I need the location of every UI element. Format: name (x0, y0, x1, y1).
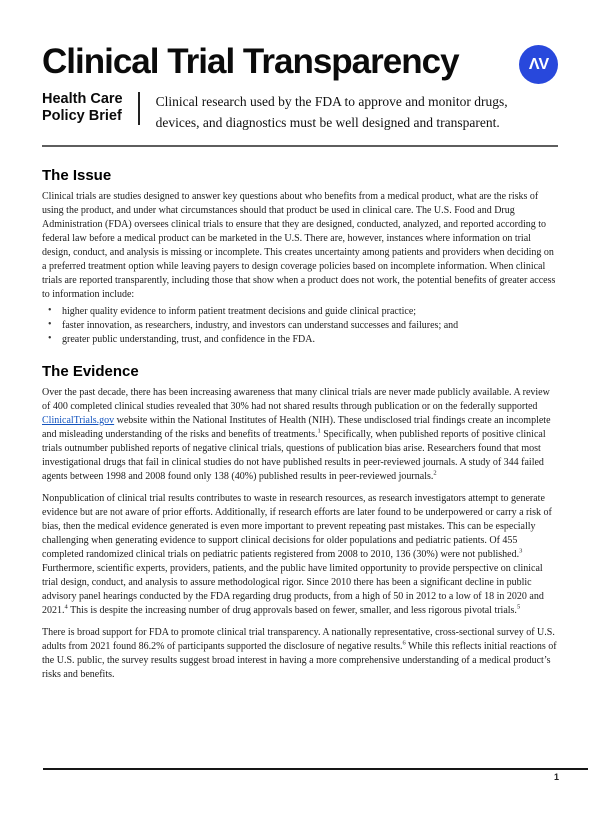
text-run: website within the National Institutes of Health (NIH). These undisclosed trial findings create an incomplete and misleading understanding of the risks and benefits of treatments. (42, 415, 551, 440)
document-type-label (42, 91, 123, 133)
vertical-divider (138, 92, 140, 125)
title-row (42, 42, 558, 84)
bullet-icon: • (48, 319, 52, 330)
evidence-paragraph-1 (42, 386, 558, 484)
kicker-line-2: Policy Brief (42, 107, 122, 124)
document-header (42, 42, 558, 147)
header-rule (42, 145, 558, 147)
list-item (42, 333, 558, 347)
text-run: Furthermore, scientific experts, providers, patients, and the public have limited opportunity to provide perspective on clinical trial design, conduct, and analysis to assure methodological rigor. Since 2010 there has been a significant decline in public advisory panel hearings conducted by the FDA regarding drug products, from a high of 50 in 2012 to a low of 18 in 2020 and 2021. (42, 563, 544, 616)
list-item-text: greater public understanding, trust, and confidence in the FDA. (62, 334, 315, 345)
section-heading-issue: The Issue (42, 167, 112, 184)
list-item (42, 319, 558, 333)
bullet-icon: • (48, 305, 52, 316)
section-heading-evidence: The Evidence (42, 363, 139, 380)
tagline-line-2: devices, and diagnostics must be well designed and transparent. (155, 114, 500, 130)
section-the-issue (42, 168, 558, 347)
kicker-line-1: Health Care (42, 91, 123, 107)
text-run: Over the past decade, there has been increasing awareness that many clinical trials are never made publicly available. A review of 400 completed clinical studies revealed that 30% had not shared results through publication or on the federally supported (42, 387, 550, 412)
footnote-ref-2: 2 (433, 469, 437, 477)
section-the-evidence (42, 364, 558, 682)
text-run: Specifically, when published reports of positive clinical trials outnumber published reports of negative clinical trials, questions of publication bias arise. Researchers found that most investigational drugs that fail in clinical studies do not have published results in peer-reviewed journals. A study of 344 failed agents between 1998 and 2008 found only 138 (40%) published results in peer-reviewed journals. (42, 429, 546, 482)
footnote-ref-3: 3 (519, 547, 523, 555)
text-run: This is despite the increasing number of drug approvals based on fewer, smaller, and less rigorous pivotal trials. (67, 605, 517, 616)
footer-rule (43, 768, 588, 770)
bullet-icon: • (48, 333, 52, 344)
tagline-line-1: Clinical research used by the FDA to approve and monitor drugs, (155, 94, 508, 109)
footnote-ref-4: 4 (64, 603, 68, 611)
clinicaltrials-gov-link[interactable]: ClinicalTrials.gov (42, 415, 115, 426)
kicker-row (42, 91, 558, 133)
page-title: Clinical Trial Transparency (42, 42, 459, 81)
footnote-ref-1: 1 (317, 427, 321, 435)
page-number: 1 (553, 772, 559, 782)
evidence-paragraph-2 (42, 492, 558, 618)
document-body (42, 168, 558, 682)
list-item-text: higher quality evidence to inform patient treatment decisions and guide clinical practice; (62, 306, 417, 317)
text-run: While this reflects initial reactions of the U.S. public, the survey results suggest broad interest in having a more comprehensive understanding of a medical product’s risks and benefits. (42, 641, 557, 680)
issue-paragraph: Clinical trials are studies designed to answer key questions about who benefits from a medical product, what are the risks of using the product, and under what circumstances should that product be used in clinical care. The U.S. Food and Drug Administration (FDA) oversees clinical trials to ensure that they are designed, conducted, analyzed, and reported according to federal law before a medical product can be marketed in the U.S. There are, however, instances where information on trial design, conduct, and analysis is missing or incomplete. This creates uncertainty among patients and providers when deciding on a preferred treatment option while leaving payers to design coverage policies based on incomplete information. When clinical trials are reported transparently, including those that show when a product does not work, the potential benefits of greater access to information include: (42, 191, 556, 300)
logo-monogram: ΛV (528, 55, 549, 73)
footnote-ref-5: 5 (516, 603, 521, 611)
list-item-text: faster innovation, as researchers, industry, and investors can understand successes and failures; and (62, 320, 459, 331)
text-run: Nonpublication of clinical trial results contributes to waste in research resources, as research investigators attempt to generate evidence but are not aware of prior efforts. Additionally, if research efforts are later found to be underpowered or carry a risk of bias, then the medical evidence generated is even more important to prevent repeating past mistakes. This can be especially challenging when generating evidence to support clinical decisions for older populations and pediatric patients. Of 455 completed randomized clinical trials on pediatric patients registered from 2008 to 2010, 136 (30%) were not published. (42, 493, 552, 560)
arnold-ventures-logo-icon (519, 45, 558, 84)
evidence-paragraph-3 (42, 626, 558, 682)
tagline (156, 92, 508, 133)
issue-bullet-list (42, 305, 558, 347)
footnote-ref-6: 6 (402, 639, 406, 647)
list-item (42, 305, 558, 319)
text-run: There is broad support for FDA to promote clinical trial transparency. A nationally representative, cross-sectional survey of U.S. adults from 2021 found 86.2% of participants supported the disclosure of negative results. (42, 627, 555, 652)
